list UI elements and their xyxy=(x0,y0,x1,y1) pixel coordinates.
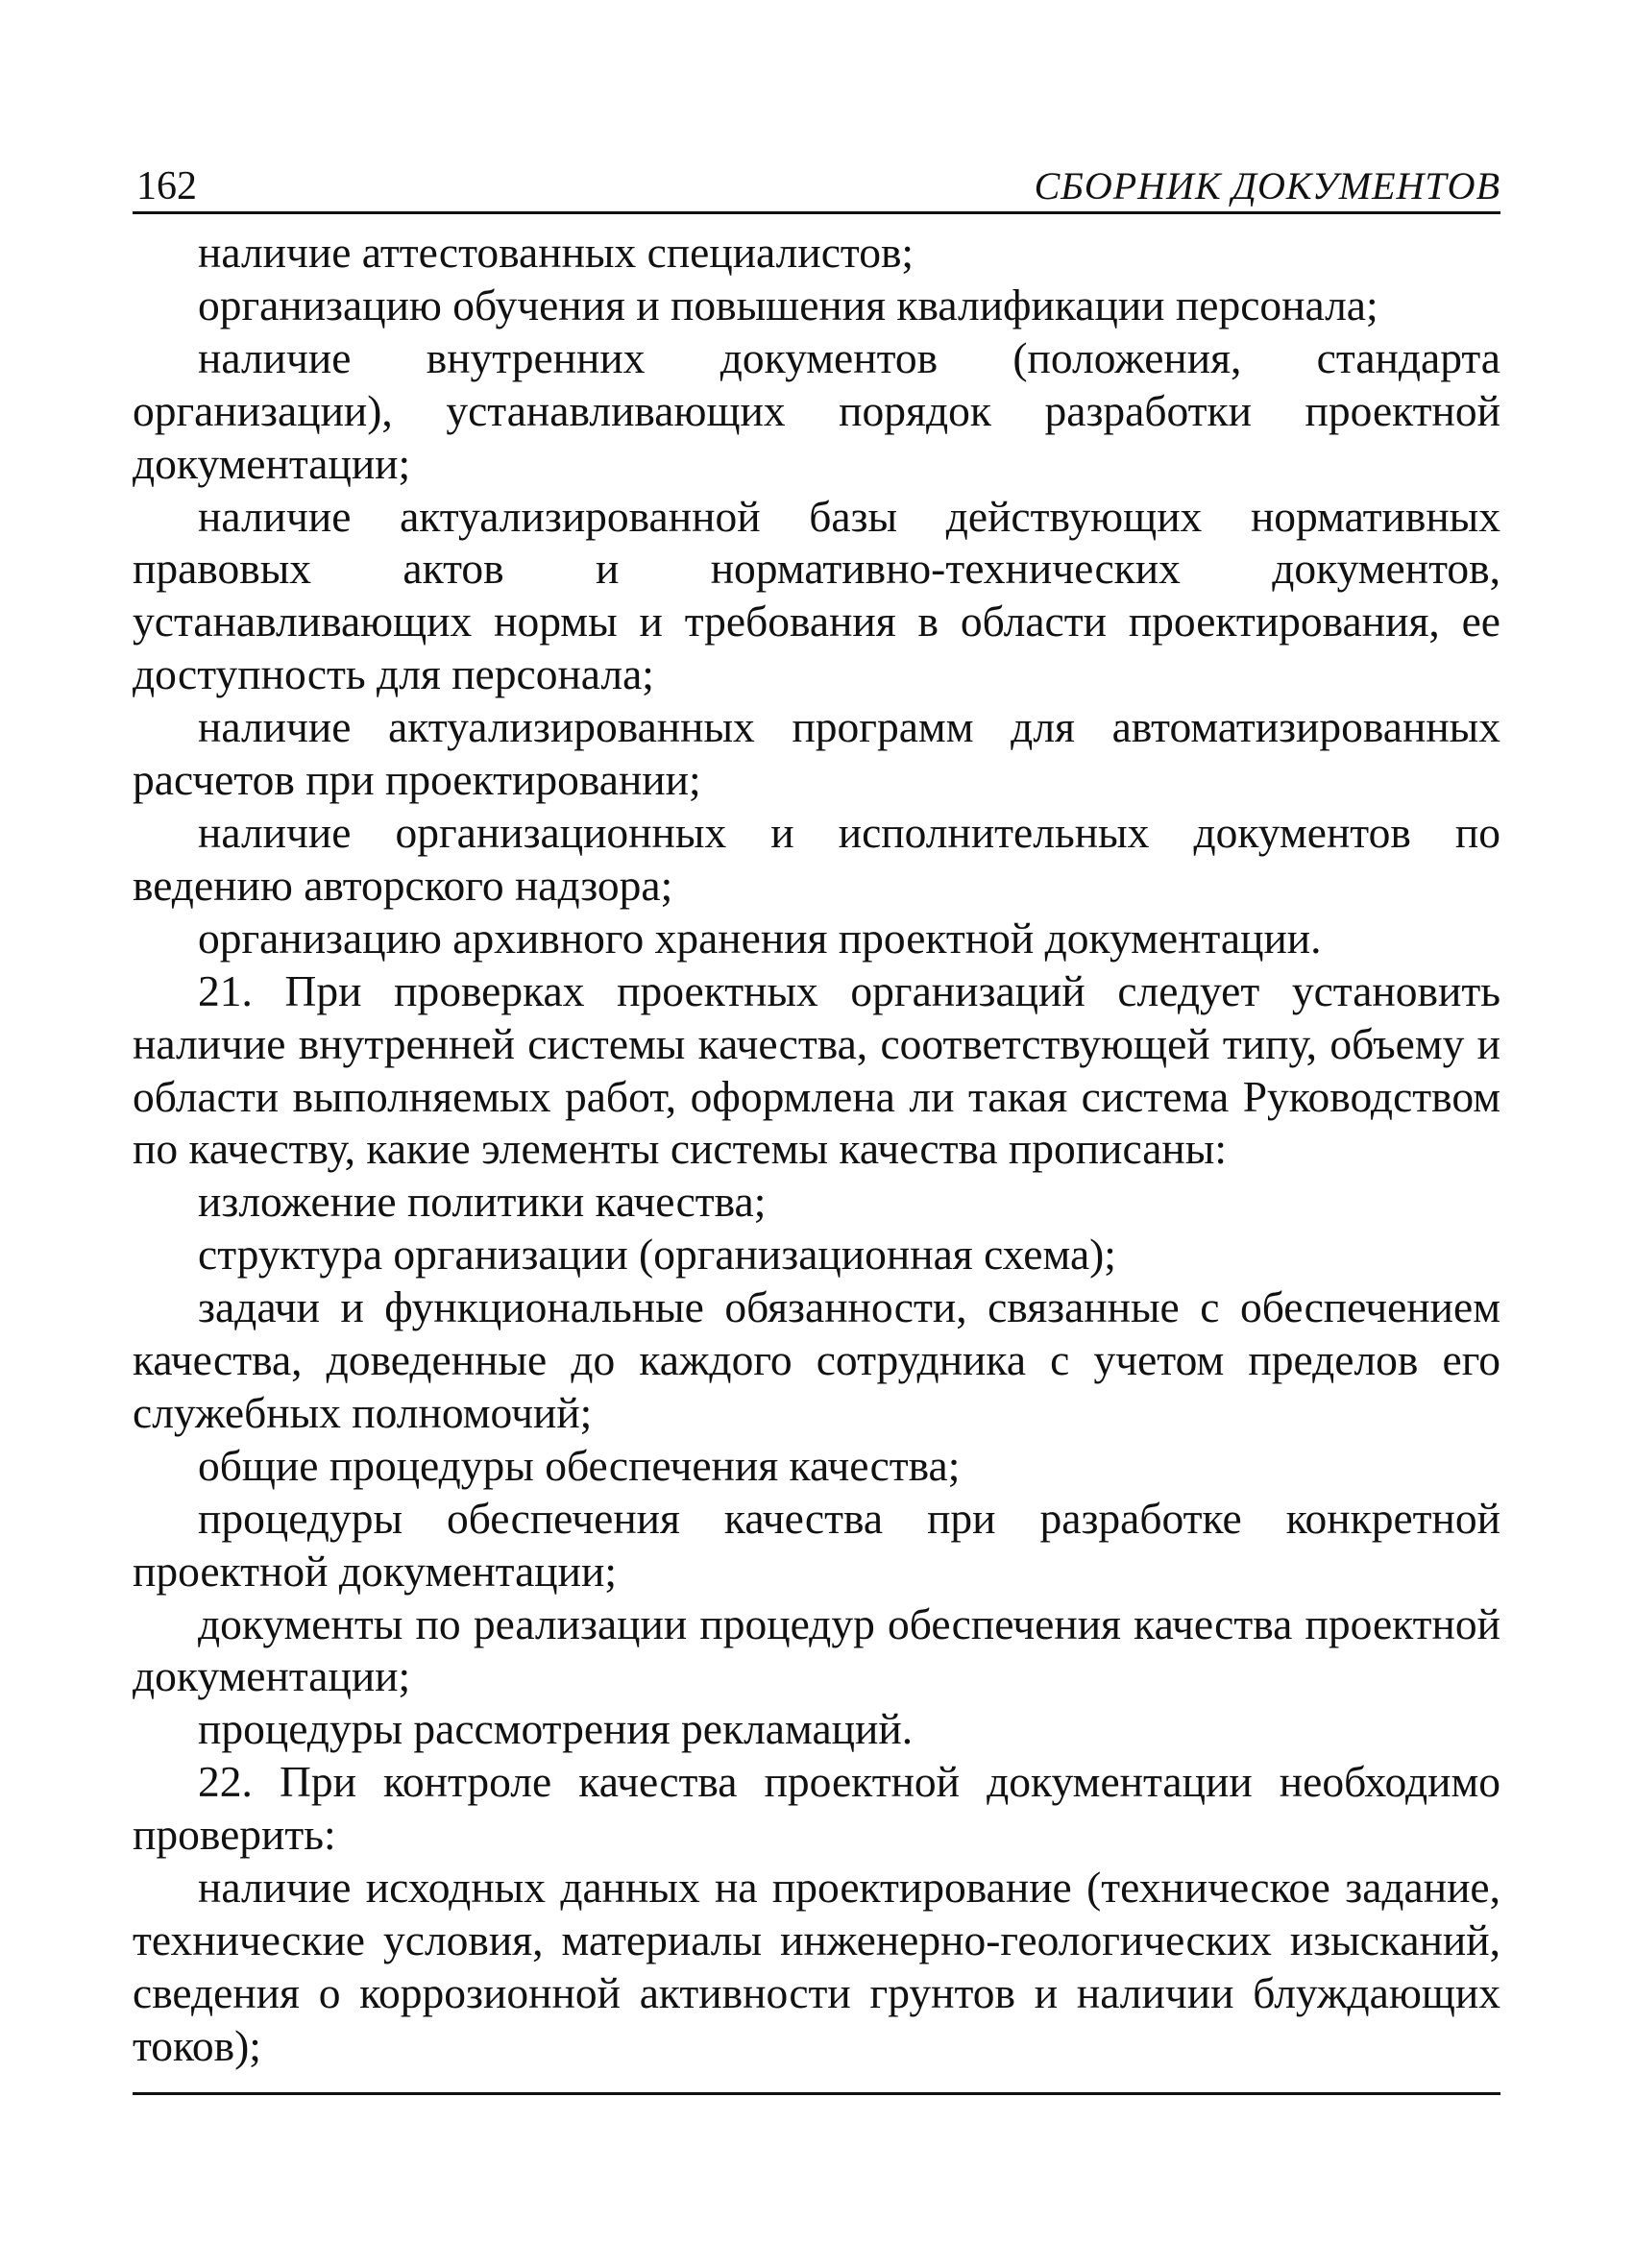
paragraph: документы по реализации процедур обеспечения качества проектной документации; xyxy=(133,1598,1500,1701)
paragraph-item-21: 21. При проверках проектных организаций следует установить наличие внутренней системы качества, соответствующей типу, объему и области выполняемых работ, оформлена ли такая система Руководством по качеству, какие элементы системы качества прописаны: xyxy=(133,965,1500,1174)
paragraph: процедуры рассмотрения рекламаций. xyxy=(198,1704,914,1754)
paragraph: наличие внутренних документов (положения, стандарта организации), устанавливающих порядок разработки проектной документации; xyxy=(133,332,1500,488)
paragraph: наличие актуализированных программ для автоматизированных расчетов при проектировании; xyxy=(133,702,1500,805)
paragraph: наличие организационных и исполнительных документов по ведению авторского надзора; xyxy=(133,807,1500,910)
paragraph: структура организации (организационная схема); xyxy=(198,1230,1116,1280)
paragraph: наличие актуализированной базы действующих нормативных правовых актов и нормативно-технических документов, устанавливающих нормы и требования в области проектирования, ее доступность для персонала; xyxy=(133,491,1500,699)
body-text xyxy=(133,227,1500,2073)
footer-rule xyxy=(133,2092,1500,2095)
paragraph: изложение политики качества; xyxy=(198,1177,767,1227)
paragraph-item-22: 22. При контроле качества проектной документации необходимо проверить: xyxy=(133,1757,1500,1860)
paragraph: задачи и функциональные обязанности, связанные с обеспечением качества, доведенные до каждого сотрудника с учетом пределов его служебных полномочий; xyxy=(133,1282,1500,1437)
paragraph: наличие исходных данных на проектирование (техническое задание, технические условия, материалы инженерно-геологических изысканий, сведения о коррозионной активности грунтов и наличии блуждающих токов); xyxy=(133,1863,1500,2070)
running-header xyxy=(133,152,1500,214)
page-number: 162 xyxy=(136,164,197,208)
collection-title: СБОРНИК ДОКУМЕНТОВ xyxy=(1034,164,1500,207)
paragraph: наличие аттестованных специалистов; xyxy=(198,228,915,277)
paragraph: организацию архивного хранения проектной документации. xyxy=(198,913,1322,963)
paragraph: общие процедуры обеспечения качества; xyxy=(198,1440,961,1490)
paragraph: процедуры обеспечения качества при разработке конкретной проектной документации; xyxy=(133,1493,1500,1596)
paragraph: организацию обучения и повышения квалификации персонала; xyxy=(198,280,1378,329)
